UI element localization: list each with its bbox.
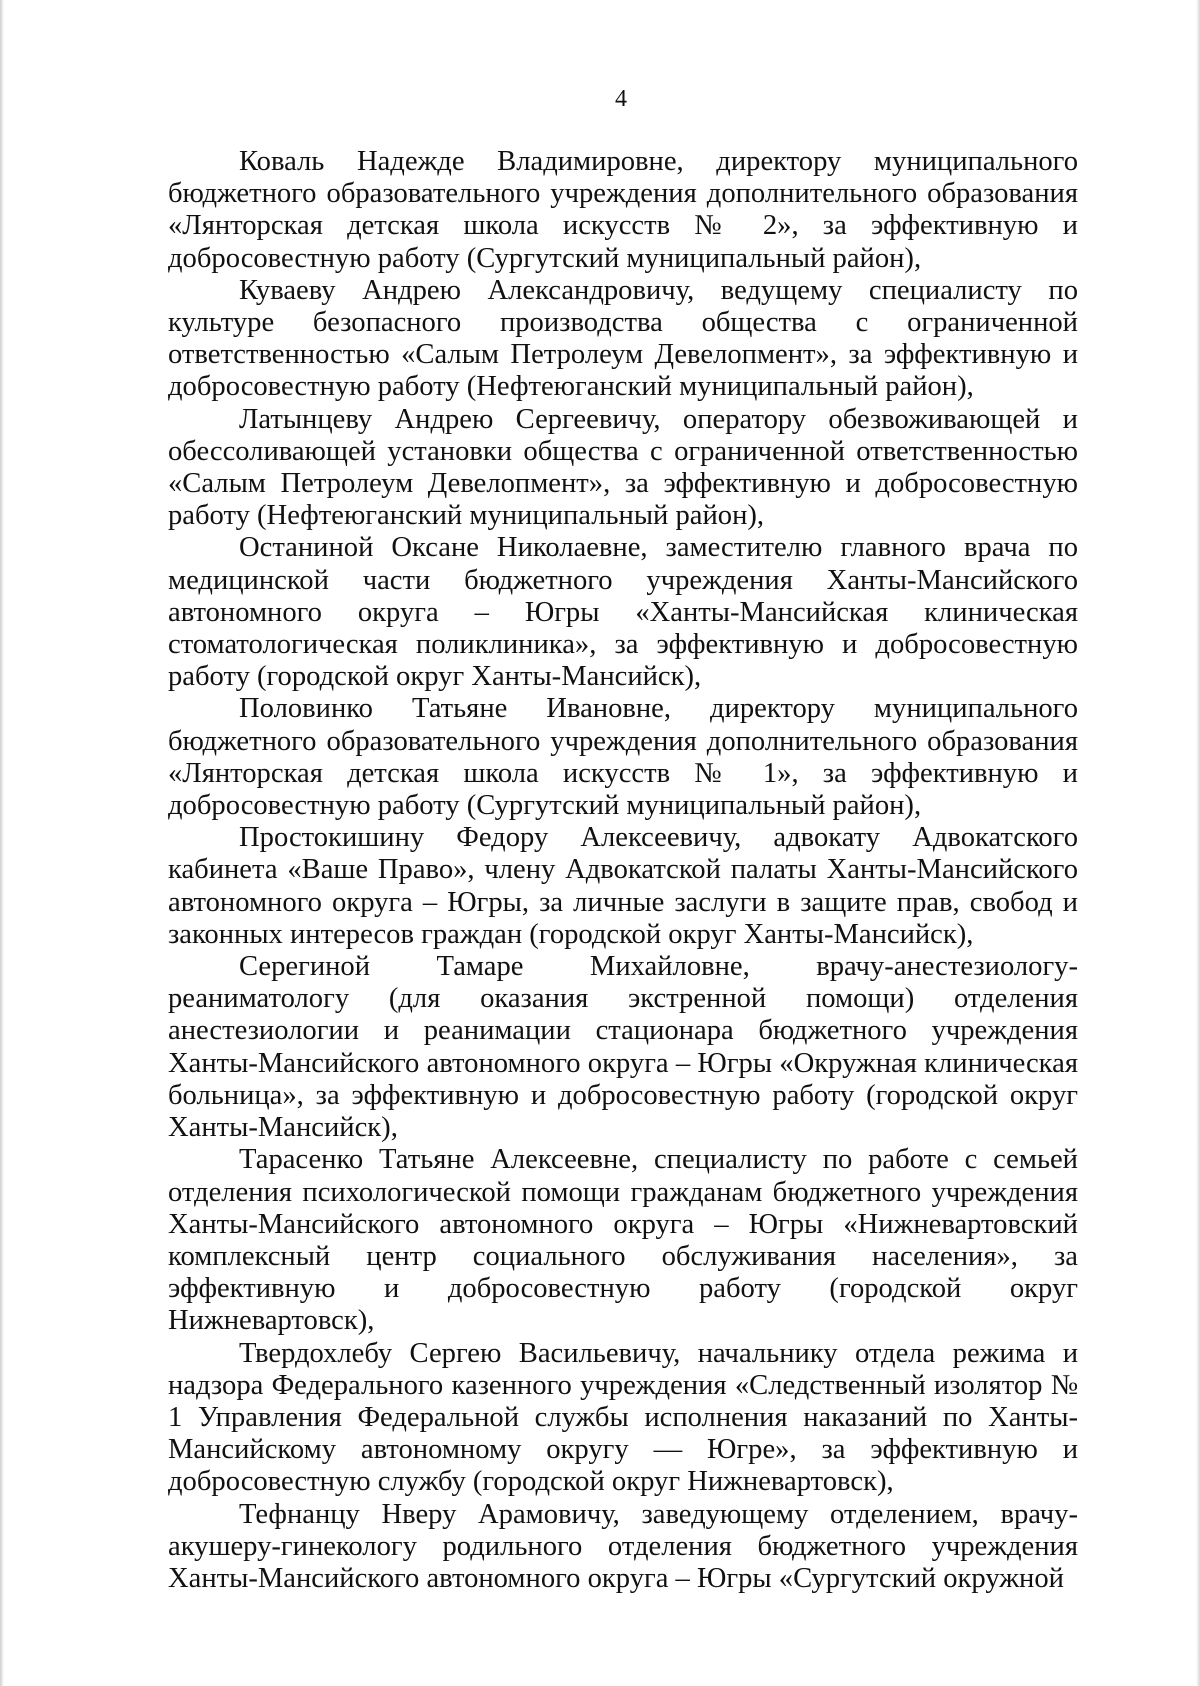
scan-edge-left — [0, 0, 4, 1686]
paragraph-ostanina: Останиной Оксане Николаевне, заместителю главного врача по медицинской части бюджетного учреждения Ханты-Мансийского автономного округа – Югры «Ханты-Мансийская клиническая стоматологическая поликлиника», за эффективную и добросовестную работу (городской округ Ханты-Мансийск), — [168, 532, 1078, 693]
page-number: 4 — [615, 86, 627, 112]
scan-edge-right — [1196, 0, 1200, 1686]
paragraph-tverdokhleb: Твердохлебу Сергею Васильевичу, начальнику отдела режима и надзора Федерального казенного учреждения «Следственный изолятор № 1 Управления Федеральной службы исполнения наказаний по Ханты-Мансийскому автономному округу — Югре», за эффективную и добросовестную службу (городской округ Нижневартовск), — [168, 1337, 1078, 1498]
paragraph-latyntsev: Латынцеву Андрею Сергеевичу, оператору обезвоживающей и обессоливающей установки общества с ограниченной ответственностью «Салым Петролеум Девелопмент», за эффективную и добросовестную работу (Нефтеюганский муниципальный район), — [168, 403, 1078, 532]
paragraph-seregina: Серегиной Тамаре Михайловне, врачу-анестезиологу-реаниматологу (для оказания экстренной помощи) отделения анестезиологии и реанимации стационара бюджетного учреждения Ханты-Мансийского автономного округа – Югры «Окружная клиническая больница», за эффективную и добросовестную работу (городской округ Ханты-Мансийск), — [168, 951, 1078, 1144]
paragraph-polovinko: Половинко Татьяне Ивановне, директору муниципального бюджетного образовательного учреждения дополнительного образования «Лянторская детская школа искусств № 1», за эффективную и добросовестную работу (Сургутский муниципальный район), — [168, 693, 1078, 822]
paragraph-koval: Коваль Надежде Владимировне, директору муниципального бюджетного образовательного учреждения дополнительного образования «Лянторская детская школа искусств № 2», за эффективную и добросовестную работу (Сургутский муниципальный район), — [168, 146, 1078, 274]
document-body — [168, 146, 1078, 1595]
paragraph-kuvaev: Куваеву Андрею Александровичу, ведущему специалисту по культуре безопасного производства общества с ограниченной ответственностью «Салым Петролеум Девелопмент», за эффективную и добросовестную работу (Нефтеюганский муниципальный район), — [168, 274, 1078, 403]
paragraph-tarasenko: Тарасенко Татьяне Алексеевне, специалисту по работе с семьей отделения психологической помощи гражданам бюджетного учреждения Ханты-Мансийского автономного округа – Югры «Нижневартовский комплексный центр социального обслуживания населения», за эффективную и добросовестную работу (городской округ Нижневартовск), — [168, 1144, 1078, 1337]
paragraph-tefnants: Тефнанцу Нверу Арамовичу, заведующему отделением, врачу-акушеру-гинекологу родильного отделения бюджетного учреждения Ханты-Мансийского автономного округа – Югры «Сургутский окружной — [168, 1498, 1078, 1594]
paragraph-prostokishin: Простокишину Федору Алексеевичу, адвокату Адвокатского кабинета «Ваше Право», члену Адвокатской палаты Ханты-Мансийского автономного округа – Югры, за личные заслуги в защите прав, свобод и законных интересов граждан (городской округ Ханты-Мансийск), — [168, 822, 1078, 950]
